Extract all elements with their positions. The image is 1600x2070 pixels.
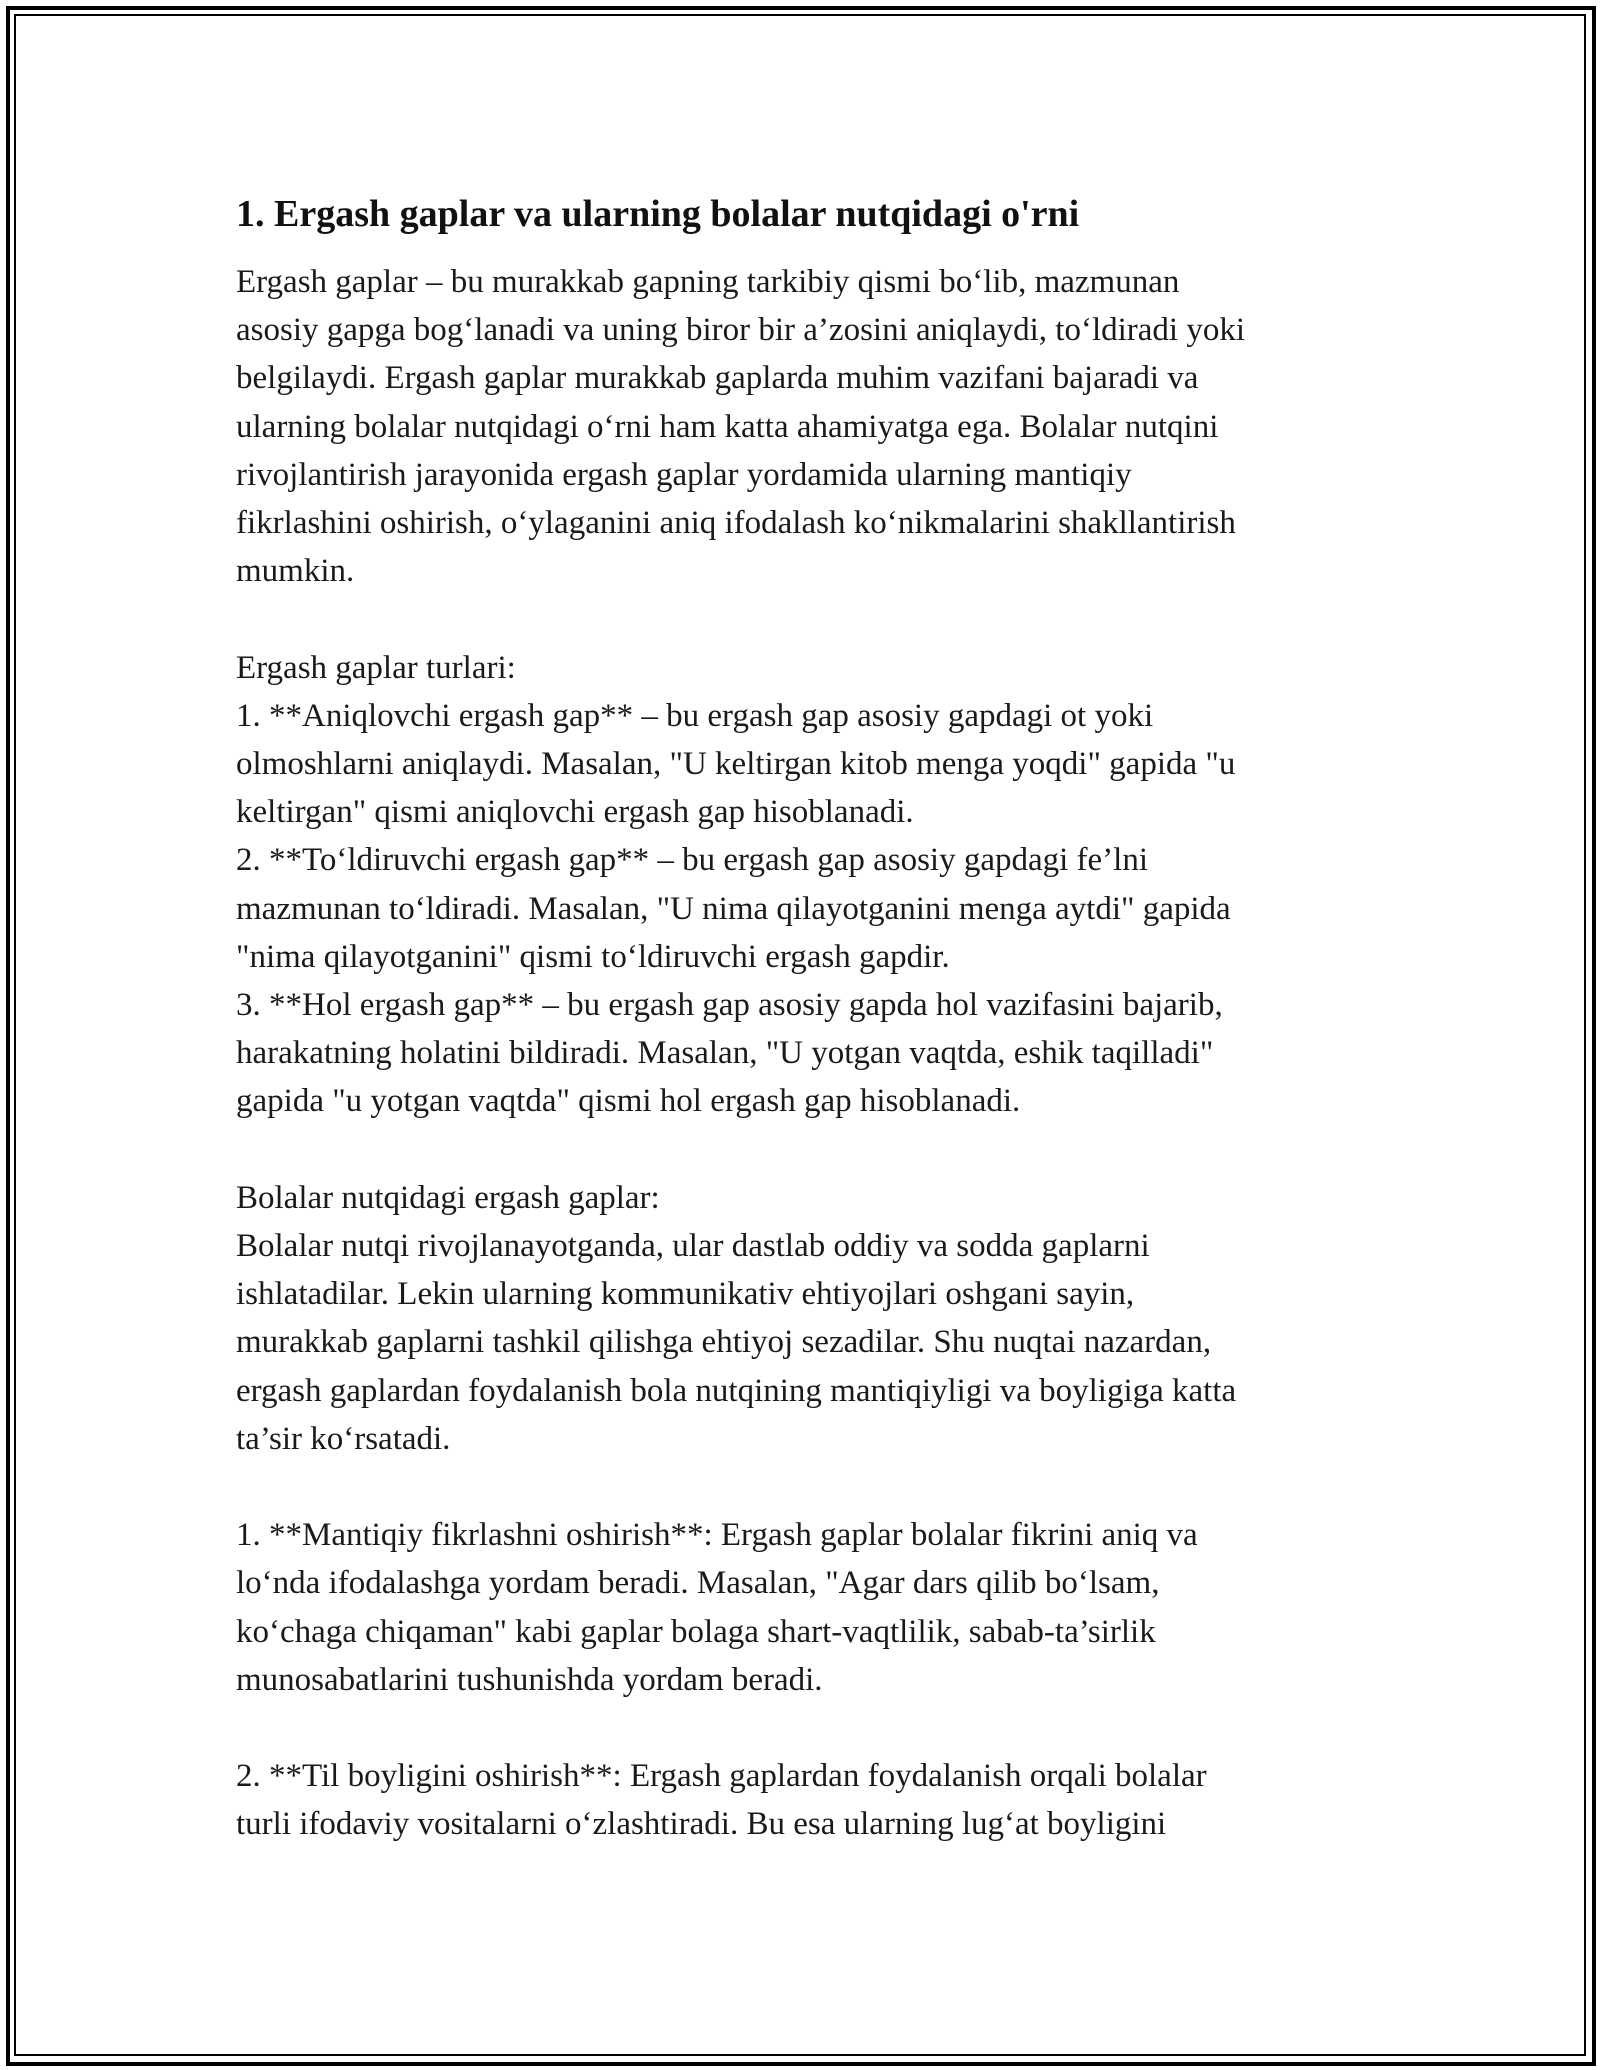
text-line: asosiy gapga bog‘lanadi va uning biror bir a’zosini aniqlaydi, to‘ldiradi yoki (236, 312, 1246, 349)
text-line: 1. **Mantiqiy fikrlashni oshirish**: Ergash gaplar bolalar fikrini aniq va (236, 1517, 1198, 1554)
blank-line (236, 1463, 1376, 1511)
text-line: ta’sir ko‘rsatadi. (236, 1420, 451, 1457)
text-line: 1. **Aniqlovchi ergash gap** – bu ergash gap asosiy gapdagi ot yoki (236, 697, 1154, 734)
document-title: 1. Ergash gaplar va ularning bolalar nutqidagi o'rni (236, 193, 1080, 235)
blank-line (236, 1126, 1376, 1174)
text-line: mumkin. (236, 553, 355, 590)
text-line: harakatning holatini bildiradi. Masalan, "U yotgan vaqtda, eshik taqilladi" (236, 1035, 1214, 1072)
text-line: ko‘chaga chiqaman" kabi gaplar bolaga shart-vaqtlilik, sabab-ta’sirlik (236, 1613, 1156, 1650)
document-body (236, 190, 1376, 1849)
text-line: turli ifodaviy vositalarni o‘zlashtiradi. Bu esa ularning lug‘at boyligini (236, 1806, 1167, 1843)
text-line: "nima qilayotganini" qismi to‘ldiruvchi ergash gapdir. (236, 938, 950, 975)
text-line: olmoshlarni aniqlaydi. Masalan, "U keltirgan kitob menga yoqdi" gapida "u (236, 746, 1236, 783)
text-line: 2. **To‘ldiruvchi ergash gap** – bu ergash gap asosiy gapdagi fe’lni (236, 842, 1149, 879)
text-line: 3. **Hol ergash gap** – bu ergash gap asosiy gapda hol vazifasini bajarib, (236, 987, 1223, 1024)
document-text (236, 258, 1376, 1849)
text-line: munosabatlarini tushunishda yordam beradi. (236, 1661, 823, 1698)
text-line: ishlatadilar. Lekin ularning kommunikativ ehtiyojlari oshgani sayin, (236, 1276, 1135, 1313)
text-line: murakkab gaplarni tashkil qilishga ehtiyoj sezadilar. Shu nuqtai nazardan, (236, 1324, 1212, 1361)
text-line: Ergash gaplar turlari: (236, 649, 516, 686)
text-line: mazmunan to‘ldiradi. Masalan, "U nima qilayotganini menga aytdi" gapida (236, 890, 1231, 927)
text-line: ularning bolalar nutqidagi o‘rni ham katta ahamiyatga ega. Bolalar nutqini (236, 408, 1219, 445)
text-line: rivojlantirish jarayonida ergash gaplar yordamida ularning mantiqiy (236, 456, 1132, 493)
text-line: lo‘nda ifodalashga yordam beradi. Masalan, "Agar dars qilib bo‘lsam, (236, 1565, 1160, 1602)
text-line: keltirgan" qismi aniqlovchi ergash gap hisoblanadi. (236, 794, 914, 831)
text-line: Bolalar nutqidagi ergash gaplar: (236, 1179, 660, 1216)
blank-line (236, 595, 1376, 643)
text-line: fikrlashini oshirish, o‘ylaganini aniq ifodalash ko‘nikmalarini shakllantirish (236, 505, 1236, 542)
text-line: belgilaydi. Ergash gaplar murakkab gaplarda muhim vazifani bajaradi va (236, 360, 1199, 397)
text-line: ergash gaplardan foydalanish bola nutqining mantiqiyligi va boyligiga katta (236, 1372, 1237, 1409)
text-line: Bolalar nutqi rivojlanayotganda, ular dastlab oddiy va sodda gaplarni (236, 1228, 1150, 1265)
blank-line (236, 1704, 1376, 1752)
text-line: Ergash gaplar – bu murakkab gapning tarkibiy qismi bo‘lib, mazmunan (236, 264, 1180, 300)
text-line: 2. **Til boyligini oshirish**: Ergash gaplardan foydalanish orqali bolalar (236, 1758, 1207, 1795)
text-line: gapida "u yotgan vaqtda" qismi hol ergash gap hisoblanadi. (236, 1083, 1021, 1120)
